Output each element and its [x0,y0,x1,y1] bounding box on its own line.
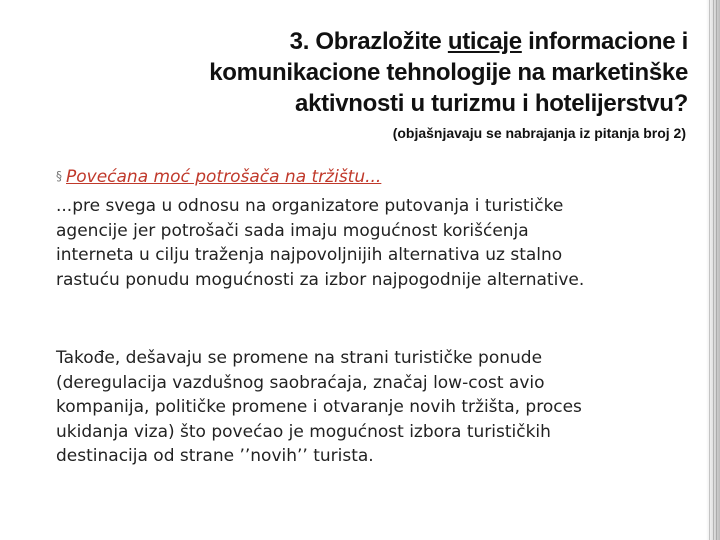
paragraph-2-line: kompanija, političke promene i otvaranje novih tržišta, proces [56,397,582,417]
title-line-1-suffix: informacione i [521,28,688,55]
title-underlined-word: uticaje [447,28,522,55]
paragraph-1-line: agencije jer potrošači sada imaju mogućnost korišćenja [56,220,529,241]
paragraph-1 [56,194,696,292]
paragraph-2-line: destinacija od strane ’’novih’’ turista. [56,446,374,466]
title-line-3: aktivnosti u turizmu i hotelijerstvu? [295,90,688,117]
paragraph-2 [56,346,696,469]
paragraph-1-line: rastuću ponudu mogućnosti za izbor najpogodnije alternative. [56,269,585,290]
page-edge-line [713,0,714,540]
paragraph-1-line: ...pre svega u odnosu na organizatore putovanja i turističke [56,196,564,216]
page-edge-line [716,0,717,540]
page-edge-line [709,0,710,540]
title-line-1-prefix: 3. Obrazložite [289,28,448,55]
title-line-1 [88,26,688,57]
paragraph-2-line: Takođe, dešavaju se promene na strani turističke ponude [56,348,543,368]
title-line-2: komunikacione tehnologije na marketinške [209,59,688,86]
bullet-text: Povećana moć potrošača na tržištu... [66,167,382,187]
paragraph-2-line: ukidanja viza) što povećao je mogućnost izbora turističkih [56,421,551,442]
paragraph-2-line: (deregulacija vazdušnog saobraćaja, značaj low-cost avio [56,372,545,393]
paragraph-1-line: interneta u cilju traženja najpovoljnijih alternativa uz stalno [56,245,563,265]
bullet-marker-icon: § [56,169,62,183]
slide-title [88,26,688,119]
bullet-item [56,164,381,189]
slide-subtitle: (objašnjavaju se nabrajanja iz pitanja broj 2) [392,125,686,141]
